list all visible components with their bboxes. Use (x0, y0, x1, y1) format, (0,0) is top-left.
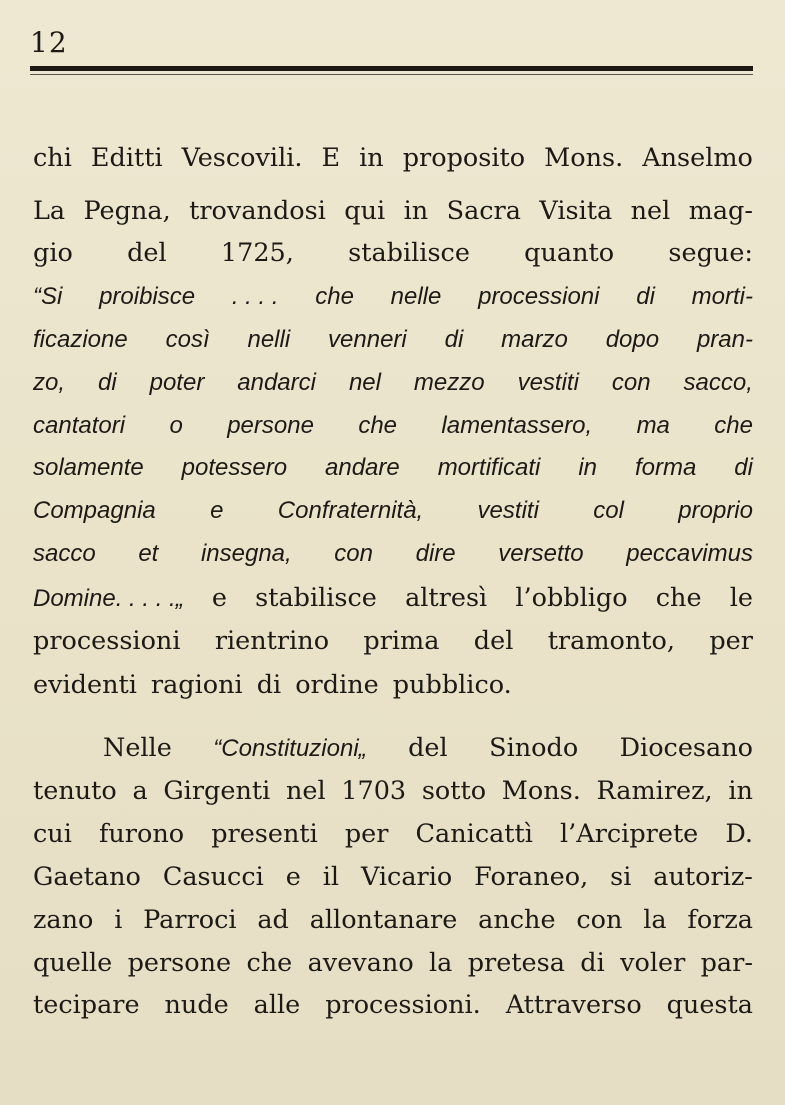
word: questa (666, 990, 753, 1020)
word: in (578, 454, 597, 481)
word: l’obbligo (515, 583, 628, 613)
word: Casucci (162, 862, 264, 892)
word: del (127, 238, 167, 268)
word: con (576, 905, 623, 935)
text-line (33, 620, 753, 662)
word: Mons. (501, 776, 581, 806)
word: anche (478, 905, 556, 935)
text-line (33, 664, 512, 706)
word: Vescovili. (181, 143, 303, 173)
word: Foraneo, (474, 862, 589, 892)
word: e (285, 862, 301, 892)
word: andare (325, 454, 400, 481)
word: et (138, 540, 159, 567)
word: mag- (688, 196, 753, 226)
word: quelle (33, 948, 113, 978)
word: le (729, 583, 753, 613)
word: furono (98, 819, 185, 849)
word: nel (285, 776, 326, 806)
text-line (33, 276, 753, 318)
word: alle (253, 990, 301, 1020)
word: Parroci (143, 905, 237, 935)
word: solamente (33, 454, 144, 481)
header-rule-thin (30, 74, 753, 75)
word: nude (164, 990, 229, 1020)
word: Diocesano (619, 733, 753, 763)
text-line (33, 577, 753, 619)
text-line (33, 137, 753, 179)
word: 1725, (220, 238, 294, 268)
word: nel (348, 369, 381, 396)
word: che (315, 283, 354, 310)
text-line (33, 232, 753, 274)
text-line (33, 984, 753, 1026)
word: E (321, 143, 341, 173)
word: ad (257, 905, 289, 935)
word: o (169, 412, 183, 439)
word: rientrino (214, 626, 330, 656)
word: quanto (524, 238, 615, 268)
word: par- (700, 948, 753, 978)
word: nelle (390, 283, 442, 310)
word: che (246, 948, 293, 978)
word: del (408, 733, 448, 763)
word: Pegna, (83, 196, 171, 226)
word: nelli (247, 326, 291, 353)
text-line (33, 447, 753, 489)
word: processioni (33, 626, 181, 656)
word: Attraverso (505, 990, 642, 1020)
word: di (580, 948, 605, 978)
word: tecipare (33, 990, 140, 1020)
word: pretesa (467, 948, 565, 978)
word: di (256, 670, 282, 700)
word: che (714, 412, 753, 439)
word: in (403, 196, 429, 226)
word: lamentassero, (441, 412, 593, 439)
word: Sinodo (489, 733, 579, 763)
word: insegna, (200, 540, 292, 567)
text-line (33, 362, 753, 404)
word: mortificati (437, 454, 541, 481)
word: altresì (405, 583, 488, 613)
word: di (636, 283, 655, 310)
word: potessero (181, 454, 288, 481)
word: chi (33, 143, 72, 173)
word: Canicattì (415, 819, 533, 849)
word: andarci (237, 369, 316, 396)
word: di (444, 326, 464, 353)
word: D. (725, 819, 753, 849)
word: processioni. (325, 990, 481, 1020)
word: avevano (307, 948, 414, 978)
page-number: 12 (30, 26, 68, 59)
word: 1703 (341, 776, 407, 806)
word: sacco (33, 540, 96, 567)
word: La (33, 196, 66, 226)
word: Domine. . . . .„ (33, 585, 184, 612)
word: autoriz- (653, 862, 753, 892)
word: Nelle (103, 733, 172, 763)
word: che (358, 412, 398, 439)
word: prima (363, 626, 440, 656)
word: Gaetano (33, 862, 141, 892)
header-rule (30, 66, 753, 71)
word: “Si (33, 283, 63, 310)
word: trovandosi (189, 196, 326, 226)
word: la (643, 905, 667, 935)
word: zano (33, 905, 94, 935)
word: per (709, 626, 753, 656)
word: col (593, 497, 624, 524)
word: di (97, 369, 117, 396)
text-line (33, 490, 753, 532)
word: Vicario (360, 862, 453, 892)
word: in (728, 776, 753, 806)
word: gio (33, 238, 73, 268)
word: versetto (498, 540, 584, 567)
word: l’Arciprete (560, 819, 699, 849)
word: di (734, 454, 753, 481)
word: Mons. (544, 143, 624, 173)
word: dire (415, 540, 456, 567)
text-line (33, 190, 753, 232)
word: segue: (668, 238, 753, 268)
word: stabilisce (255, 583, 377, 613)
text-line (33, 856, 753, 898)
word: a (132, 776, 148, 806)
text-line (33, 533, 753, 575)
word: e (210, 497, 224, 524)
word: nel (630, 196, 671, 226)
word: tenuto (33, 776, 117, 806)
word: peccavimus (626, 540, 753, 567)
word: Anselmo (642, 143, 753, 173)
word: “Constituzioni„ (213, 735, 367, 762)
word: con (334, 540, 373, 567)
word: poter (149, 369, 205, 396)
text-line (33, 319, 753, 361)
word: così (165, 326, 210, 353)
word: del (473, 626, 514, 656)
word: allontanare (309, 905, 458, 935)
word: Visita (539, 196, 613, 226)
word: voler (620, 948, 686, 978)
word: Ramirez, (596, 776, 713, 806)
word: sacco, (683, 369, 753, 396)
word: e (211, 583, 227, 613)
text-line (103, 727, 753, 769)
word: ma (636, 412, 670, 439)
text-line (33, 405, 753, 447)
word: Sacra (446, 196, 521, 226)
word: mezzo (413, 369, 485, 396)
word: per (344, 819, 389, 849)
word: pubblico. (392, 670, 512, 700)
word: evidenti (33, 670, 137, 700)
word: Editti (90, 143, 163, 173)
word: venneri (328, 326, 407, 353)
word: morti- (691, 283, 753, 310)
text-line (33, 899, 753, 941)
word: persone (127, 948, 232, 978)
word: stabilisce (348, 238, 470, 268)
word: proibisce (99, 283, 196, 310)
word: marzo (501, 326, 568, 353)
word: la (429, 948, 453, 978)
word: presenti (211, 819, 318, 849)
text-line (33, 942, 753, 984)
word: forza (687, 905, 753, 935)
word: i (114, 905, 123, 935)
word: zo, (33, 369, 66, 396)
word: processioni (478, 283, 600, 310)
word: pran- (696, 326, 753, 353)
text-line (33, 813, 753, 855)
word: vestiti (517, 369, 579, 396)
word: ficazione (33, 326, 128, 353)
word: ordine (295, 670, 379, 700)
word: proprio (678, 497, 753, 524)
text-line (33, 770, 753, 812)
word: . . . . (231, 283, 279, 310)
word: forma (634, 454, 697, 481)
word: Girgenti (163, 776, 271, 806)
word: in (359, 143, 384, 173)
word: tramonto, (547, 626, 675, 656)
word: vestiti (477, 497, 539, 524)
word: proposito (402, 143, 526, 173)
word: Compagnia (33, 497, 156, 524)
word: che (655, 583, 702, 613)
word: si (610, 862, 632, 892)
word: persone (227, 412, 314, 439)
word: Confraternità, (277, 497, 424, 524)
word: dopo (605, 326, 660, 353)
word: sotto (421, 776, 487, 806)
word: cui (33, 819, 72, 849)
word: cantatori (33, 412, 126, 439)
word: qui (344, 196, 386, 226)
word: ragioni (150, 670, 243, 700)
word: con (611, 369, 651, 396)
word: il (322, 862, 340, 892)
